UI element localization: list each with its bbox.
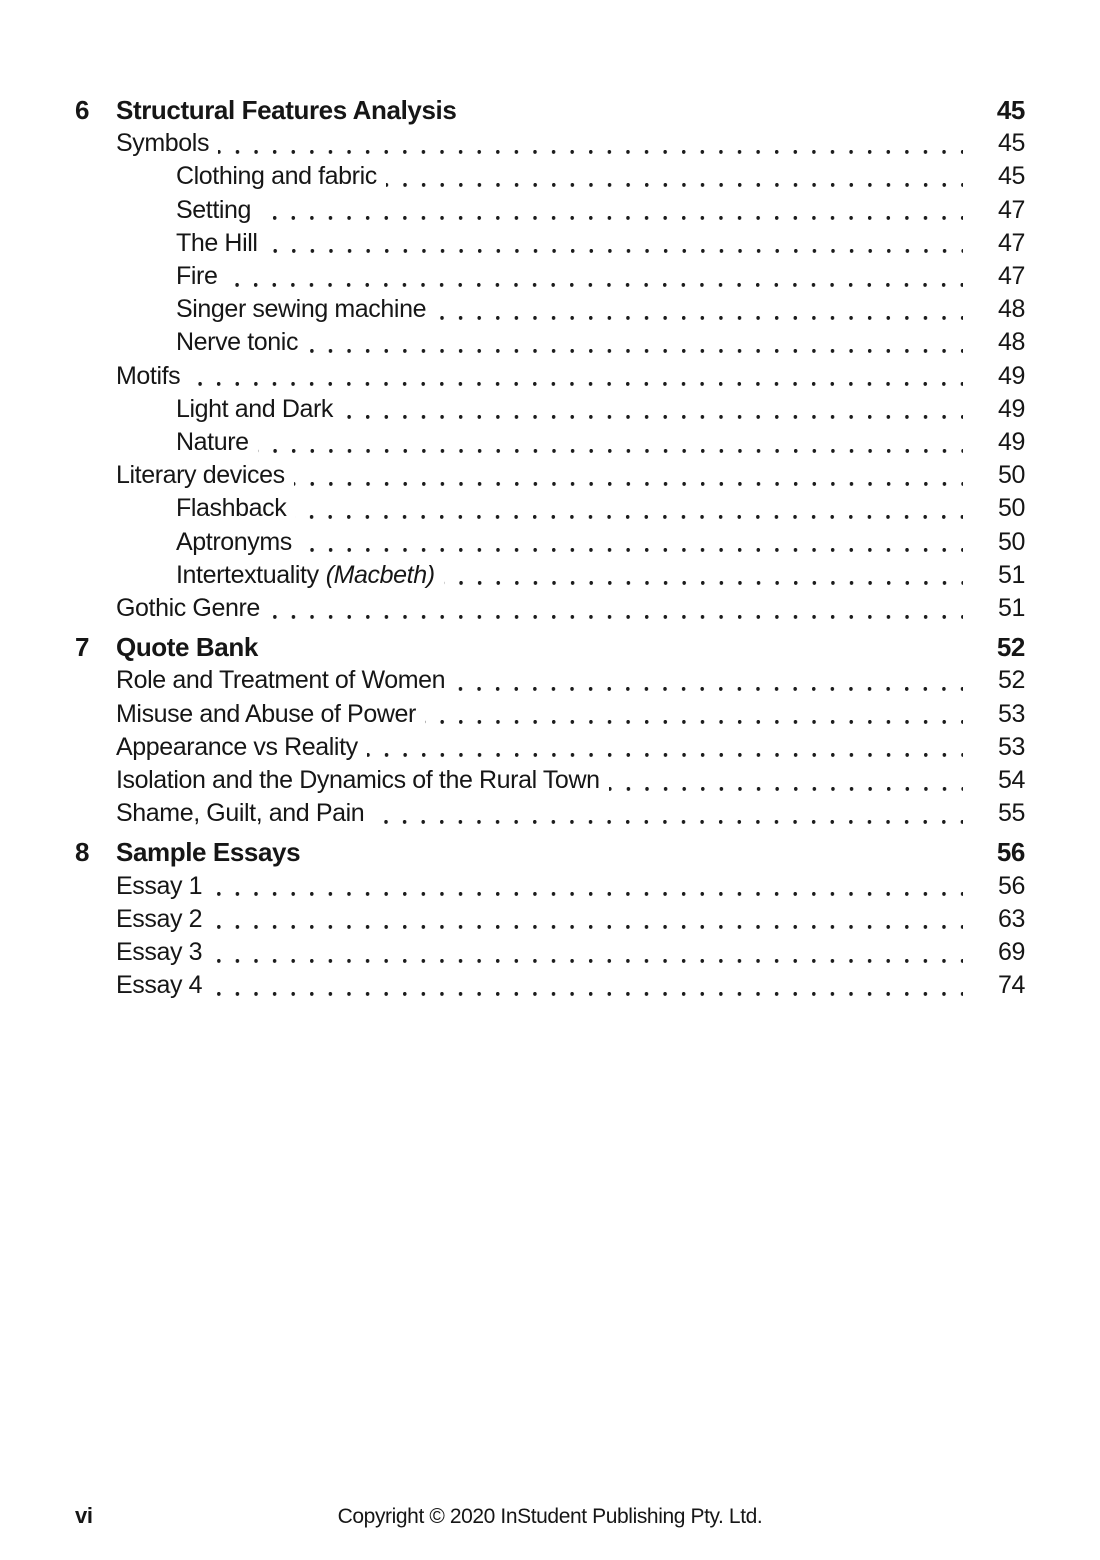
page-number: 45 xyxy=(997,162,1025,191)
dot-leader xyxy=(444,559,963,592)
toc-entry-row xyxy=(75,936,1025,969)
toc-entry-row xyxy=(75,764,1025,797)
toc-entry-label: Intertextuality xyxy=(176,560,319,589)
toc-entry-label: Essay 2 xyxy=(116,904,203,933)
toc-entry-label: Singer sewing machine xyxy=(176,295,427,324)
dot-leader xyxy=(373,797,963,830)
dot-leader xyxy=(267,227,963,260)
toc-entry-row xyxy=(75,592,1025,625)
copyright-text: Copyright © 2020 InStudent Publishing Pty. Ltd. xyxy=(337,1505,763,1528)
page-number: 45 xyxy=(996,95,1025,125)
toc-entry-row xyxy=(75,526,1025,559)
leader-spacer xyxy=(465,94,963,127)
dot-leader xyxy=(269,592,963,625)
dot-leader xyxy=(425,698,963,731)
page-number: 52 xyxy=(997,666,1025,695)
leader-spacer xyxy=(309,836,963,869)
toc-entry-label: Isolation and the Dynamics of the Rural Town xyxy=(116,766,600,795)
page-number: 51 xyxy=(997,560,1025,589)
toc-entry-row xyxy=(75,360,1025,393)
toc-entry-row xyxy=(75,731,1025,764)
dot-leader xyxy=(260,194,963,227)
page-folio: vi xyxy=(75,1503,93,1528)
toc-entry-row xyxy=(75,459,1025,492)
toc-entry-label: Light and Dark xyxy=(176,394,333,423)
page-number: 50 xyxy=(997,494,1025,523)
page-number: 54 xyxy=(997,766,1025,795)
dot-leader xyxy=(211,870,963,903)
table-of-contents xyxy=(75,94,1025,1002)
toc-entry-label: Literary devices xyxy=(116,461,285,490)
toc-entry-label: Misuse and Abuse of Power xyxy=(116,699,416,728)
chapter-number: 7 xyxy=(75,632,90,663)
dot-leader xyxy=(211,903,963,936)
toc-entry-label: Nerve tonic xyxy=(176,328,299,357)
toc-entry-label: Appearance vs Reality xyxy=(116,732,358,761)
toc-entry-row xyxy=(75,127,1025,160)
page-number: 56 xyxy=(997,871,1025,900)
toc-entry-label-italic: (Macbeth) xyxy=(325,560,435,589)
dot-leader xyxy=(189,360,963,393)
page-number: 50 xyxy=(997,527,1025,556)
page-number: 56 xyxy=(996,837,1025,868)
toc-entry-label: Shame, Guilt, and Pain xyxy=(116,799,365,828)
dot-leader xyxy=(609,764,963,797)
page-number: 48 xyxy=(997,295,1025,324)
page-number: 63 xyxy=(997,904,1025,933)
toc-entry-label: Clothing and fabric xyxy=(176,162,377,191)
chapter-title: Sample Essays xyxy=(116,837,301,868)
toc-entry-label: Fire xyxy=(176,262,218,291)
dot-leader xyxy=(294,459,963,492)
toc-entry-row xyxy=(75,969,1025,1002)
page-number: 49 xyxy=(997,428,1025,457)
toc-entry-label: Role and Treatment of Women xyxy=(116,666,446,695)
dot-leader xyxy=(211,969,963,1002)
page-number: 51 xyxy=(997,594,1025,623)
toc-chapter-row xyxy=(75,631,1025,664)
page-number: 50 xyxy=(997,461,1025,490)
leader-spacer xyxy=(267,631,963,664)
dot-leader xyxy=(301,526,963,559)
dot-leader xyxy=(367,731,963,764)
dot-leader xyxy=(342,393,963,426)
toc-entry-row xyxy=(75,160,1025,193)
toc-entry-label: Essay 4 xyxy=(116,971,203,1000)
dot-leader xyxy=(307,326,963,359)
dot-leader xyxy=(218,127,963,160)
toc-entry-row xyxy=(75,227,1025,260)
toc-entry-label: Nature xyxy=(176,428,249,457)
toc-entry-row xyxy=(75,492,1025,525)
page-number: 49 xyxy=(997,394,1025,423)
toc-entry-row xyxy=(75,664,1025,697)
toc-entry-row xyxy=(75,260,1025,293)
toc-entry-label: Essay 3 xyxy=(116,938,203,967)
dot-leader xyxy=(258,426,963,459)
chapter-number: 8 xyxy=(75,837,90,868)
toc-entry-row xyxy=(75,698,1025,731)
page-number: 48 xyxy=(997,328,1025,357)
chapter-number: 6 xyxy=(75,95,90,125)
toc-entry-label: Symbols xyxy=(116,129,210,158)
page-number: 45 xyxy=(997,129,1025,158)
page-number: 47 xyxy=(997,262,1025,291)
toc-entry-row xyxy=(75,426,1025,459)
page-number: 69 xyxy=(997,938,1025,967)
dot-leader xyxy=(386,160,963,193)
chapter-title: Quote Bank xyxy=(116,632,258,663)
page-number: 47 xyxy=(997,195,1025,224)
page-number: 55 xyxy=(997,799,1025,828)
page-number: 47 xyxy=(997,228,1025,257)
toc-entry-row xyxy=(75,559,1025,592)
toc-entry-row xyxy=(75,870,1025,903)
dot-leader xyxy=(295,492,963,525)
toc-entry-row xyxy=(75,393,1025,426)
dot-leader xyxy=(226,260,963,293)
toc-entry-row xyxy=(75,326,1025,359)
chapter-title: Structural Features Analysis xyxy=(116,95,457,125)
toc-entry-row xyxy=(75,797,1025,830)
page-number: 52 xyxy=(996,632,1025,663)
page-number: 49 xyxy=(997,361,1025,390)
toc-entry-label: Aptronyms xyxy=(176,527,292,556)
toc-entry-label: Essay 1 xyxy=(116,871,203,900)
page-number: 53 xyxy=(997,732,1025,761)
toc-entry-label: Motifs xyxy=(116,361,181,390)
page-number: 74 xyxy=(997,971,1025,1000)
toc-entry-row xyxy=(75,903,1025,936)
toc-chapter-row xyxy=(75,94,1025,127)
toc-entry-label: Gothic Genre xyxy=(116,594,260,623)
toc-entry-row xyxy=(75,194,1025,227)
toc-entry-row xyxy=(75,293,1025,326)
toc-entry-label: The Hill xyxy=(176,228,258,257)
dot-leader xyxy=(435,293,963,326)
dot-leader xyxy=(211,936,963,969)
toc-entry-label: Setting xyxy=(176,195,252,224)
page-number: 53 xyxy=(997,699,1025,728)
dot-leader xyxy=(454,664,963,697)
toc-entry-label: Flashback xyxy=(176,494,287,523)
toc-chapter-row xyxy=(75,836,1025,869)
